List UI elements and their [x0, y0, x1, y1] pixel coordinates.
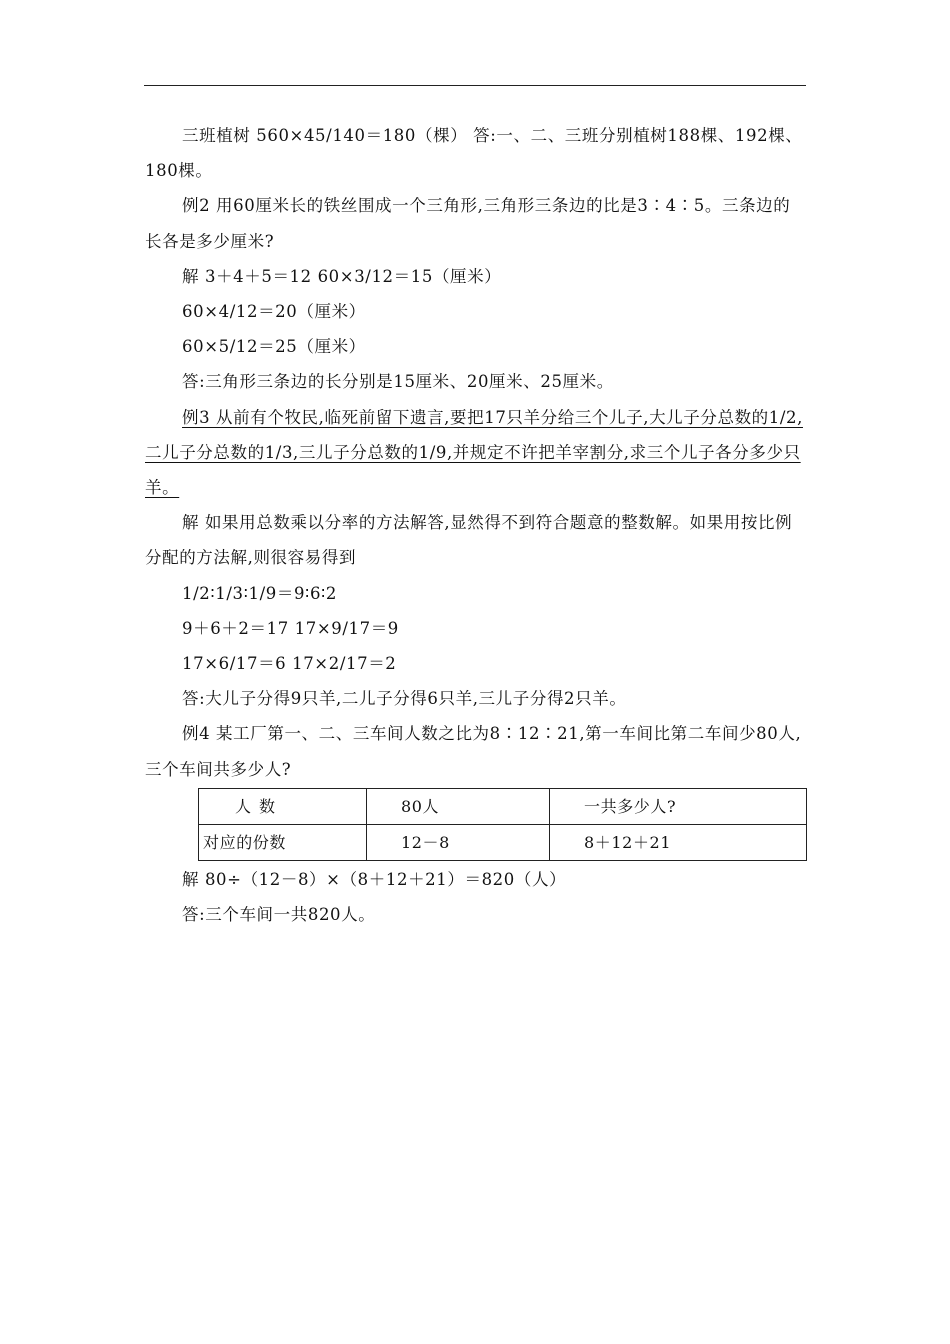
table-cell: 一共多少人?	[550, 788, 807, 824]
table-cell: 对应的份数	[199, 825, 367, 861]
answer-ex4: 答:三个车间一共820人。	[182, 905, 376, 925]
answer-ex3: 答:大儿子分得9只羊,二儿子分得6只羊,三儿子分得2只羊。	[182, 689, 627, 709]
solution-ex3-ratio: 1/2∶1/3∶1/9＝9∶6∶2	[182, 583, 338, 603]
solution-ex3-intro: 解 如果用总数乘以分率的方法解答,显然得不到符合题意的整数解。如果用按比例分配的方法解,则很容易得到	[145, 513, 793, 568]
table-row	[199, 788, 807, 824]
paragraph-example-3: 例3 从前有个牧民,临死前留下遗言,要把17只羊分给三个儿子,大儿子分总数的1/2,二儿子分总数的1/3,三儿子分总数的1/9,并规定不许把羊宰割分,求三个儿子各分多少只羊。	[145, 407, 803, 498]
solution-ex3-calc1: 9＋6＋2＝17 17×9/17＝9	[182, 618, 399, 638]
table-cell: 12－8	[367, 825, 550, 861]
document-body	[145, 118, 805, 933]
paragraph-example-4: 例4 某工厂第一、二、三车间人数之比为8∶12∶21,第一车间比第二车间少80人,三个车间共多少人?	[145, 724, 802, 779]
table-row	[199, 825, 807, 861]
solution-ex3-calc2: 17×6/17＝6 17×2/17＝2	[182, 654, 397, 674]
solution-ex2-line2: 60×4/12＝20（厘米）	[182, 302, 366, 322]
ratio-table	[198, 788, 807, 861]
answer-ex2: 答:三角形三条边的长分别是15厘米、20厘米、25厘米。	[182, 372, 614, 392]
table-cell: 人数	[199, 788, 367, 824]
solution-ex4: 解 80÷（12－8）×（8＋12＋21）＝820（人）	[182, 870, 567, 890]
paragraph-example-2: 例2 用60厘米长的铁丝围成一个三角形,三角形三条边的比是3∶4∶5。三条边的长各是多少厘米?	[145, 196, 791, 251]
solution-ex2-line1: 解 3＋4＋5＝12 60×3/12＝15（厘米）	[182, 266, 502, 286]
table-cell: 80人	[367, 788, 550, 824]
header-rule	[144, 85, 806, 86]
table-cell: 8＋12＋21	[550, 825, 807, 861]
solution-ex2-line3: 60×5/12＝25（厘米）	[182, 337, 366, 357]
paragraph-answer-ex1: 三班植树 560×45/140＝180（棵） 答:一、二、三班分别植树188棵、192棵、180棵。	[145, 126, 803, 181]
